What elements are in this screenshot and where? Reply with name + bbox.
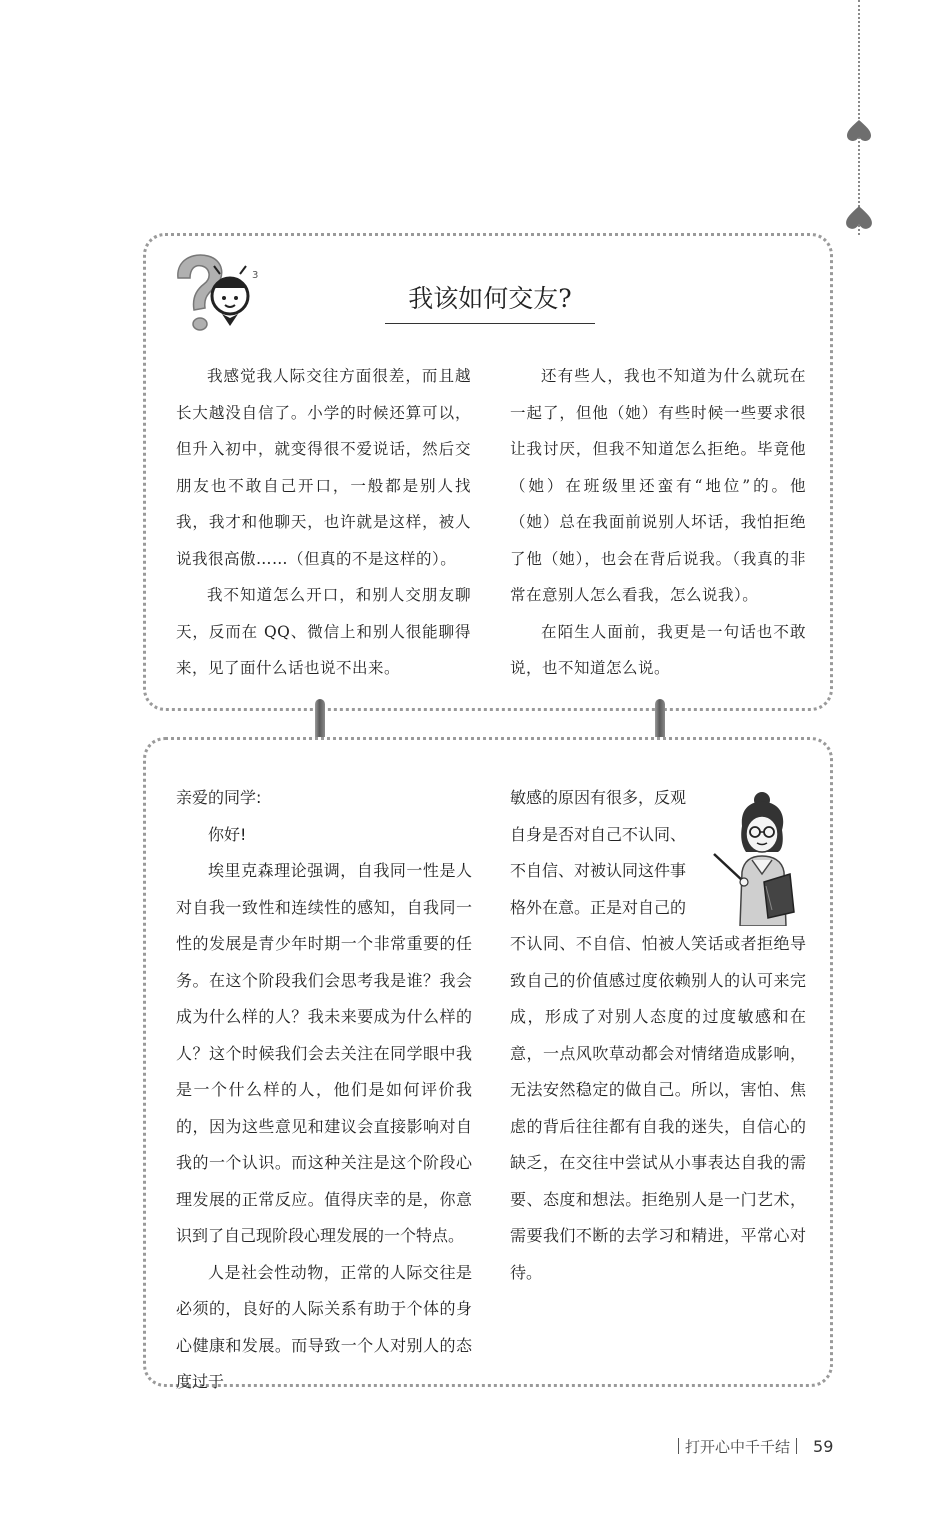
salutation: 亲爱的同学: bbox=[176, 788, 262, 807]
teacher-illustration-icon bbox=[712, 786, 798, 926]
heart-icon bbox=[846, 118, 872, 142]
heart-icon bbox=[845, 204, 873, 230]
question-title-block bbox=[385, 283, 595, 324]
page-footer bbox=[672, 1436, 833, 1457]
answer-paragraph: 埃里克森理论强调，自我同一性是人对自我一致性和连续性的感知，自我同一性的发展是青少年时期一个非常重要的任务。在这个阶段我们会思考我是谁？我会成为什么样的人？我未来要成为什么样的人？这个时候我们会去关注在同学眼中我是一个什么样的人，他们是如何评价我的，因为这些意见和建议会直接影响对自我的一个认识。而这种关注是这个阶段心理发展的正常反应。值得庆幸的是，你意识到了自己现阶段心理发展的一个特点。 bbox=[176, 861, 472, 1245]
answer-line: 不自信、对被认同这件事 bbox=[510, 861, 687, 880]
question-paragraph: 我感觉我人际交往方面很差，而且越长大越没自信了。小学的时候还算可以，但升入初中，就变得很不爱说话，然后交朋友也不敢自己开口，一般都是别人找我，我才和他聊天，也许就是这样，被人说我很高傲……（但真的不是这样的）。 bbox=[176, 367, 471, 568]
footer-separator bbox=[796, 1438, 797, 1454]
greeting: 你好! bbox=[208, 824, 247, 844]
question-paragraph: 我不知道怎么开口，和别人交朋友聊天，反而在 QQ、微信上和别人很能聊得来，见了面什么话也说不出来。 bbox=[176, 586, 471, 677]
book-title: 打开心中千千结 bbox=[685, 1438, 791, 1456]
title-underline bbox=[385, 323, 595, 324]
question-paragraph: 还有些人，我也不知道为什么就玩在一起了，但他（她）有些时候一些要求很让我讨厌，但我不知道怎么拒绝。毕竟他（她）在班级里还蛮有“地位”的。他（她）总在我面前说别人坏话，我怕拒绝了他（她），也会在背后说我。（我真的非常在意别人怎么看我，怎么说我）。 bbox=[510, 367, 806, 604]
page-number: 59 bbox=[813, 1437, 834, 1456]
question-right-column bbox=[510, 358, 806, 687]
page-title: 我该如何交友? bbox=[408, 284, 572, 313]
question-paragraph: 在陌生人面前，我更是一句话也不敢说，也不知道怎么说。 bbox=[510, 622, 806, 677]
answer-left-column bbox=[176, 780, 472, 1401]
answer-line: 格外在意。正是对自己的 bbox=[510, 897, 687, 917]
svg-text:3: 3 bbox=[252, 270, 259, 281]
answer-line: 敏感的原因有很多，反观 bbox=[510, 788, 687, 807]
footer-separator bbox=[678, 1438, 679, 1454]
answer-paragraph: 人是社会性动物，正常的人际交往是必须的，良好的人际关系有助于个体的身心健康和发展。而导致一个人对别人的态度过于 bbox=[176, 1262, 472, 1391]
answer-line: 自身是否对自己不认同、 bbox=[510, 824, 687, 844]
question-left-column bbox=[176, 358, 471, 687]
question-mark-mascot-icon bbox=[168, 248, 263, 336]
answer-paragraph: 不认同、不自信、怕被人笑话或者拒绝导致自己的价值感过度依赖别人的认可来完成，形成了对别人态度的过度敏感和在意，一点风吹草动都会对情绪造成影响，无法安然稳定的做自己。所以，害怕、焦虑的背后往往都有自我的迷失，自信心的缺乏，在交往中尝试从小事表达自我的需要、态度和想法。拒绝别人是一门艺术，需要我们不断的去学习和精进，平常心对待。 bbox=[510, 934, 806, 1282]
